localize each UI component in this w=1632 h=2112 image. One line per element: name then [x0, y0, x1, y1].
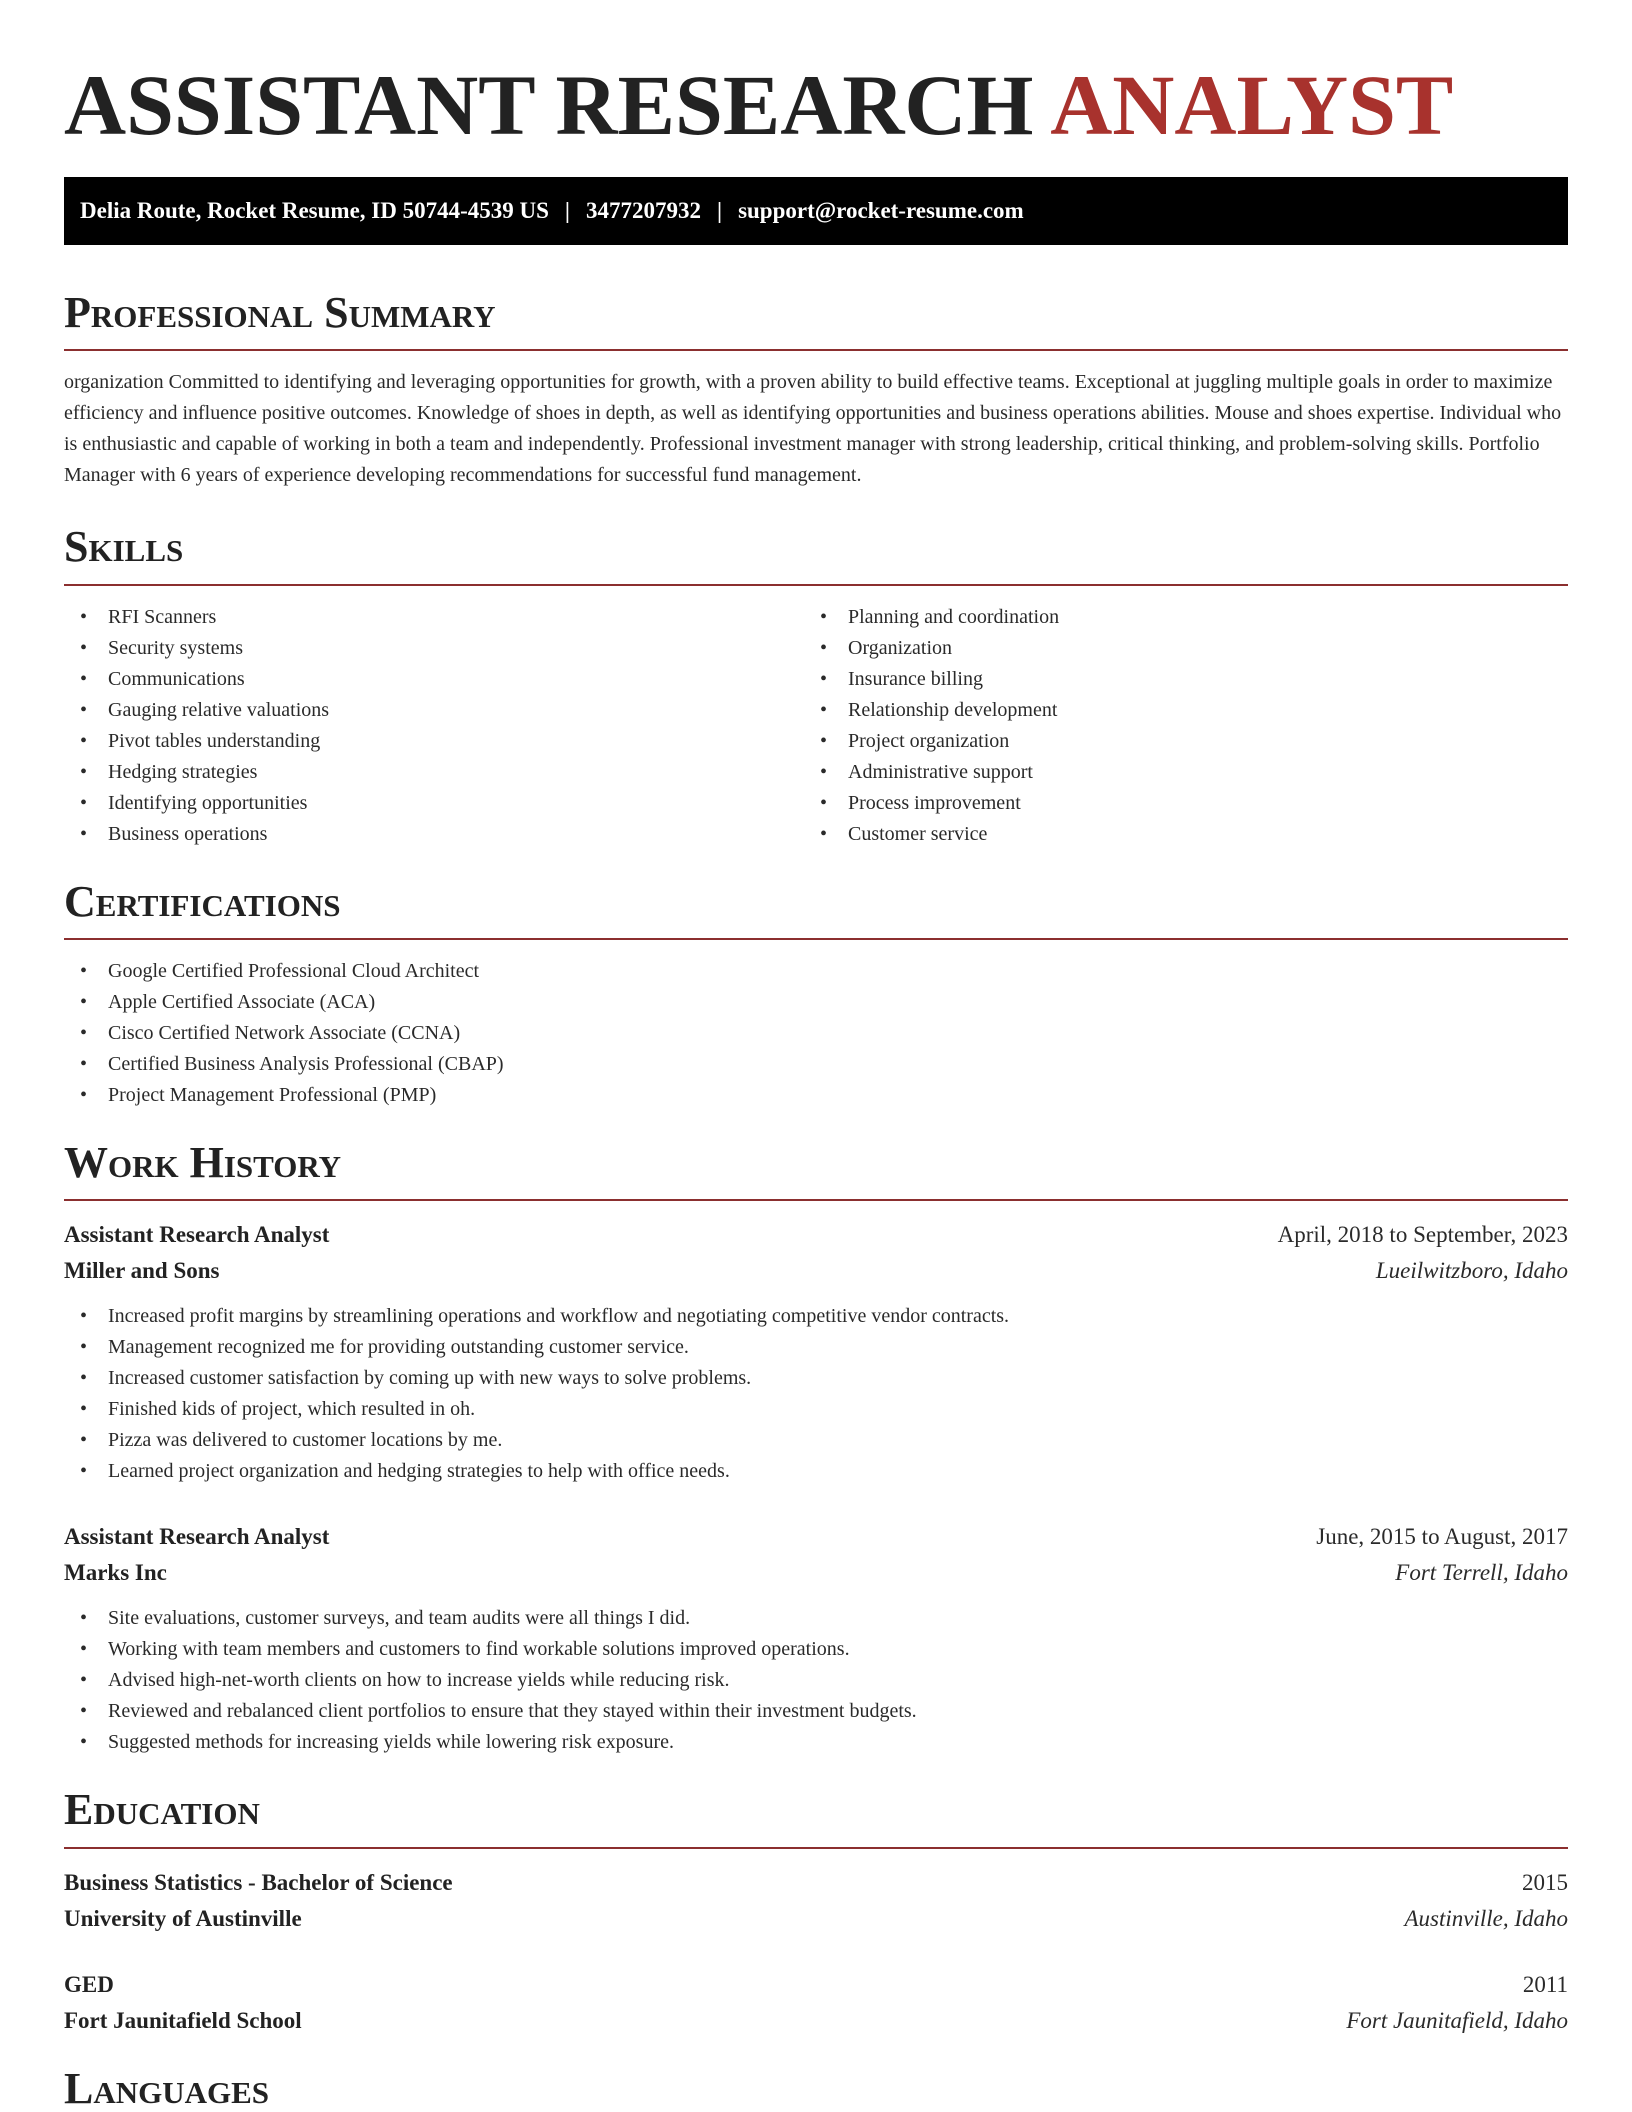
job-dates: June, 2015 to August, 2017	[1316, 1524, 1568, 1550]
job-subheader	[64, 1555, 1568, 1591]
job-bullet: • Finished kids of project, which resulted in oh.	[64, 1394, 1568, 1425]
skill-item: • Communications	[64, 664, 804, 695]
skills-list-left	[64, 602, 804, 850]
job-title: Assistant Research Analyst	[64, 1524, 330, 1550]
certification-item: • Apple Certified Associate (ACA)	[64, 987, 1568, 1018]
education-section	[64, 1786, 1568, 2038]
summary-text: organization Committed to identifying and leveraging opportunities for growth, with a proven ability to build effective teams. Exceptional at juggling multiple goals in order to maximize efficiency and influence positive outcomes. Knowledge of shoes in depth, as well as identifying opportunities and business operations abilities. Mouse and shoes expertise. Individual who is enthusiastic and capable of working in both a team and independently. Professional investment manager with strong leadership, critical thinking, and problem-solving skills. Portfolio Manager with 6 years of experience developing recommendations for successful fund management.	[64, 371, 1562, 487]
skill-item: • Project organization	[804, 726, 1544, 757]
education-year: 2015	[1522, 1869, 1568, 1895]
job-bullets	[64, 1301, 1568, 1487]
section-title-skills: Skills	[64, 522, 184, 572]
job-bullet: • Pizza was delivered to customer locations by me.	[64, 1425, 1568, 1456]
skill-item: • Business operations	[64, 819, 804, 850]
section-title-education: Education	[64, 1785, 260, 1835]
contact-email: support@rocket-resume.com	[738, 197, 1024, 223]
section-divider	[64, 938, 1568, 940]
job-bullet: • Site evaluations, customer surveys, and team audits were all things I did.	[64, 1603, 1568, 1634]
skill-item: • Pivot tables understanding	[64, 726, 804, 757]
education-entry	[64, 1865, 1568, 1937]
section-divider	[64, 349, 1568, 351]
resume-page	[64, 0, 1568, 2112]
section-title-certifications: Certifications	[64, 876, 341, 926]
section-divider	[64, 584, 1568, 586]
education-entry	[64, 1967, 1568, 2039]
skill-item: • Customer service	[804, 819, 1544, 850]
job-subheader	[64, 1253, 1568, 1289]
name-first: ASSISTANT RESEARCH	[64, 57, 1034, 153]
skill-item: • Process improvement	[804, 788, 1544, 819]
contact-separator: |	[564, 197, 570, 223]
job-dates: April, 2018 to September, 2023	[1277, 1222, 1568, 1248]
contact-bar	[64, 177, 1568, 245]
education-header	[64, 1967, 1568, 2003]
education-school: Fort Jaunitafield School	[64, 2007, 302, 2033]
skill-item: • RFI Scanners	[64, 602, 804, 633]
job-location: Fort Terrell, Idaho	[1395, 1560, 1568, 1586]
education-degree: GED	[64, 1971, 114, 1997]
contact-phone: 3477207932	[585, 197, 701, 223]
skills-list-right	[804, 602, 1544, 850]
section-title-summary: Professional Summary	[64, 287, 496, 337]
certification-item: • Cisco Certified Network Associate (CCNA)	[64, 1018, 1568, 1049]
job-entry	[64, 1217, 1568, 1487]
certification-item: • Google Certified Professional Cloud Architect	[64, 956, 1568, 987]
education-degree: Business Statistics - Bachelor of Science	[64, 1869, 453, 1895]
work-section	[64, 1139, 1568, 1758]
job-company: Marks Inc	[64, 1560, 167, 1586]
certifications-list	[64, 956, 1568, 1111]
job-bullets	[64, 1603, 1568, 1758]
education-subheader	[64, 1901, 1568, 1937]
skills-grid	[64, 602, 1568, 850]
job-bullet: • Learned project organization and hedging strategies to help with office needs.	[64, 1456, 1568, 1487]
job-entry	[64, 1519, 1568, 1758]
resume-name	[64, 56, 1568, 155]
section-title-work: Work History	[64, 1138, 342, 1188]
contact-separator: |	[716, 197, 723, 223]
education-header	[64, 1865, 1568, 1901]
skill-item: • Organization	[804, 633, 1544, 664]
summary-section	[64, 289, 1568, 491]
education-location: Fort Jaunitafield, Idaho	[1346, 2007, 1568, 2033]
education-subheader	[64, 2003, 1568, 2039]
certification-item: • Project Management Professional (PMP)	[64, 1080, 1568, 1111]
job-bullet: • Reviewed and rebalanced client portfolios to ensure that they stayed within their investment budgets.	[64, 1696, 1568, 1727]
certification-item: • Certified Business Analysis Professional (CBAP)	[64, 1049, 1568, 1080]
languages-section	[64, 2065, 1568, 2112]
job-header	[64, 1519, 1568, 1555]
skill-item: • Relationship development	[804, 695, 1544, 726]
job-bullet: • Increased profit margins by streamlining operations and workflow and negotiating competitive vendor contracts.	[64, 1301, 1568, 1332]
skill-item: • Insurance billing	[804, 664, 1544, 695]
job-bullet: • Management recognized me for providing outstanding customer service.	[64, 1332, 1568, 1363]
job-bullet: • Advised high-net-worth clients on how to increase yields while reducing risk.	[64, 1665, 1568, 1696]
education-location: Austinville, Idaho	[1404, 1905, 1568, 1931]
certifications-section	[64, 878, 1568, 1111]
contact-address: Delia Route, Rocket Resume, ID 50744-4539 US	[80, 197, 549, 223]
job-bullet: • Working with team members and customers to find workable solutions improved operations.	[64, 1634, 1568, 1665]
section-divider	[64, 1199, 1568, 1201]
education-school: University of Austinville	[64, 1905, 302, 1931]
skill-item: • Planning and coordination	[804, 602, 1544, 633]
job-location: Lueilwitzboro, Idaho	[1375, 1258, 1568, 1284]
skill-item: • Hedging strategies	[64, 757, 804, 788]
section-title-languages: Languages	[64, 2063, 270, 2112]
skill-item: • Security systems	[64, 633, 804, 664]
skill-item: • Administrative support	[804, 757, 1544, 788]
skill-item: • Identifying opportunities	[64, 788, 804, 819]
job-header	[64, 1217, 1568, 1253]
name-last: ANALYST	[1050, 57, 1454, 153]
section-divider	[64, 1847, 1568, 1849]
job-bullet: • Suggested methods for increasing yields while lowering risk exposure.	[64, 1727, 1568, 1758]
skills-section	[64, 523, 1568, 849]
job-title: Assistant Research Analyst	[64, 1222, 330, 1248]
education-year: 2011	[1522, 1971, 1568, 1997]
skill-item: • Gauging relative valuations	[64, 695, 804, 726]
job-company: Miller and Sons	[64, 1258, 220, 1284]
job-bullet: • Increased customer satisfaction by coming up with new ways to solve problems.	[64, 1363, 1568, 1394]
